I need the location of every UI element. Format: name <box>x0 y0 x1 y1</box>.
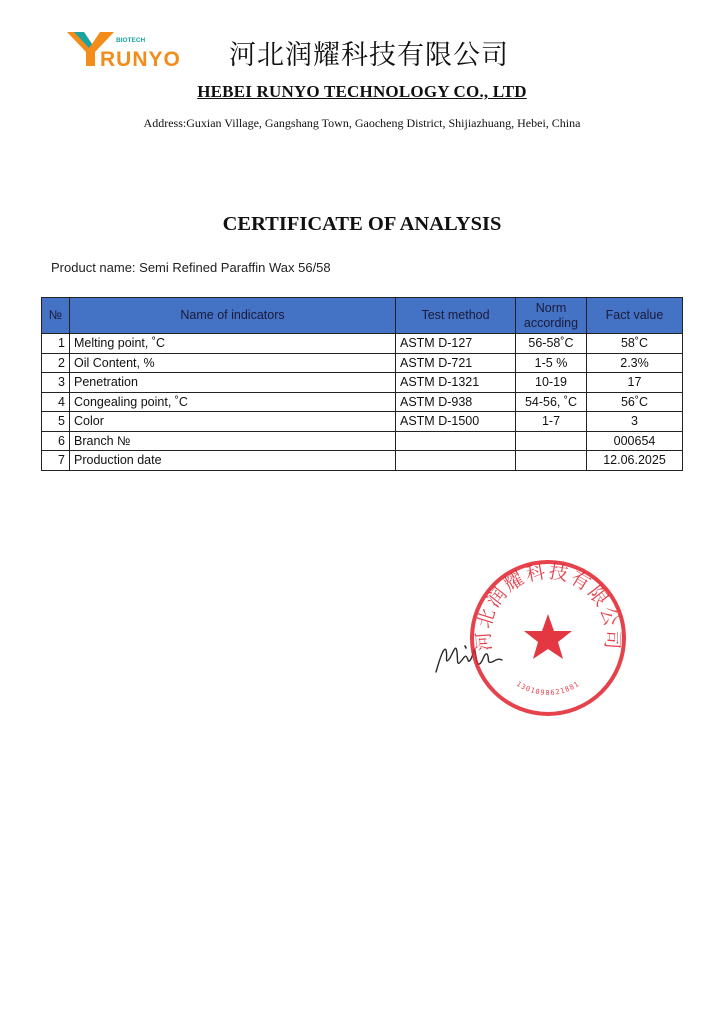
table-row <box>42 431 683 451</box>
row-number: 3 <box>42 373 70 393</box>
table-row <box>42 334 683 354</box>
product-name: Product name: Semi Refined Paraffin Wax 56/58 <box>51 260 331 275</box>
fact-value: 17 <box>587 373 683 393</box>
company-name-english: HEBEI RUNYO TECHNOLOGY CO., LTD <box>197 82 527 101</box>
indicator-name: Penetration <box>70 373 396 393</box>
test-method: ASTM D-1500 <box>396 412 516 432</box>
col-header-indicator: Name of indicators <box>70 298 396 334</box>
row-number: 2 <box>42 353 70 373</box>
logo-brand-text: RUNYO <box>100 48 181 71</box>
table-row <box>42 353 683 373</box>
indicator-name: Oil Content, % <box>70 353 396 373</box>
col-header-fact: Fact value <box>587 298 683 334</box>
test-method: ASTM D-127 <box>396 334 516 354</box>
seal-number: 1301098621881 <box>514 679 582 697</box>
row-number: 5 <box>42 412 70 432</box>
row-number: 7 <box>42 451 70 471</box>
test-method: ASTM D-721 <box>396 353 516 373</box>
row-number: 6 <box>42 431 70 451</box>
svg-text:1301098621881 <box>515 680 581 697</box>
analysis-table <box>41 297 683 471</box>
indicator-name: Production date <box>70 451 396 471</box>
fact-value: 56˚C <box>587 392 683 412</box>
norm-value: 1-5 % <box>516 353 587 373</box>
norm-value <box>516 451 587 471</box>
col-header-norm: Norm according <box>516 298 587 334</box>
norm-value: 1-7 <box>516 412 587 432</box>
test-method <box>396 431 516 451</box>
indicator-name: Color <box>70 412 396 432</box>
company-name-chinese: 河北润耀科技有限公司 <box>229 40 509 71</box>
runyo-logo <box>64 30 188 72</box>
fact-value: 2.3% <box>587 353 683 373</box>
row-number: 4 <box>42 392 70 412</box>
indicator-name: Branch № <box>70 431 396 451</box>
fact-value: 58˚C <box>587 334 683 354</box>
indicator-name: Melting point, ˚C <box>70 334 396 354</box>
test-method <box>396 451 516 471</box>
table-row <box>42 373 683 393</box>
seal-star-icon <box>524 614 572 659</box>
company-seal-stamp <box>468 558 628 718</box>
fact-value: 12.06.2025 <box>587 451 683 471</box>
table-row <box>42 412 683 432</box>
col-header-number: № <box>42 298 70 334</box>
logo-biotech-text: BIOTECH <box>116 37 146 44</box>
certificate-title: CERTIFICATE OF ANALYSIS <box>222 213 502 235</box>
norm-value: 10-19 <box>516 373 587 393</box>
col-header-method: Test method <box>396 298 516 334</box>
table-row <box>42 451 683 471</box>
norm-value: 56-58˚C <box>516 334 587 354</box>
test-method: ASTM D-1321 <box>396 373 516 393</box>
company-address: Address:Guxian Village, Gangshang Town, Gaocheng District, Shijiazhuang, Hebei, China <box>143 116 581 130</box>
norm-value <box>516 431 587 451</box>
fact-value: 3 <box>587 412 683 432</box>
fact-value: 000654 <box>587 431 683 451</box>
table-header-row <box>42 298 683 334</box>
table-row <box>42 392 683 412</box>
test-method: ASTM D-938 <box>396 392 516 412</box>
row-number: 1 <box>42 334 70 354</box>
seal-text: 河北润耀科技有限公司 <box>472 560 624 652</box>
norm-value: 54-56, ˚C <box>516 392 587 412</box>
indicator-name: Congealing point, ˚C <box>70 392 396 412</box>
